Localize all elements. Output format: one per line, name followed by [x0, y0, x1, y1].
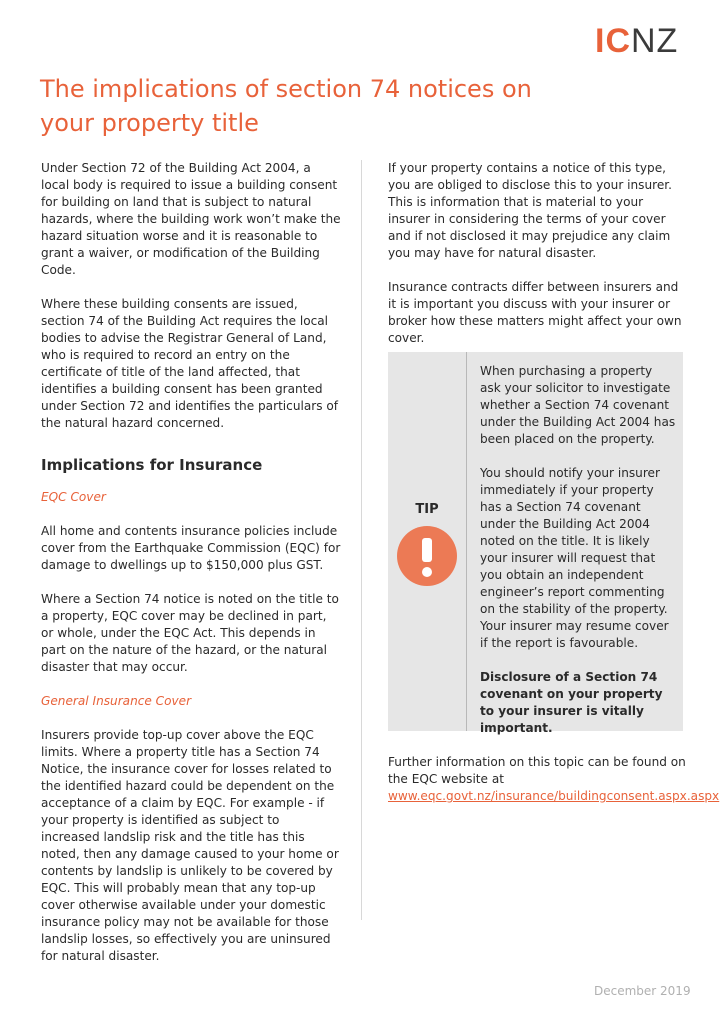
icnz-logo	[595, 24, 678, 58]
eqc-cover-heading: EQC Cover	[41, 490, 106, 504]
tip-text	[480, 363, 676, 754]
eqc-website-link[interactable]: www.eqc.govt.nz/insurance/buildingconsent.aspx.aspx	[388, 789, 720, 803]
exclamation-icon	[397, 526, 457, 586]
column-divider	[361, 160, 362, 920]
eqc-paragraph-1: All home and contents insurance policies include cover from the Earthquake Commission (EQC) for damage to dwellings up to $150,000 plus GST.	[41, 524, 341, 572]
tip-paragraph-2: You should notify your insurer immediately if your property has a Section 74 covenant under the Building Act 2004 noted on the title. It is likely your insurer will request that you obtain an independent engineer’s report commenting on the stability of the property. Your insurer may resume cover if the report is favourable.	[480, 466, 669, 650]
further-info-text: Further information on this topic can be found on the EQC website at	[388, 755, 686, 786]
logo-nz: NZ	[631, 22, 679, 60]
tip-paragraph-3: Disclosure of a Section 74 covenant on your property to your insurer is vitally important.	[480, 670, 663, 735]
section74-paragraph: Where these building consents are issued, section 74 of the Building Act requires the local bodies to advise the Registrar General of Land, who is required to record an entry on the certificate of title of the land affected, that identifies a building consent has been granted under Section 72 and identifies the particulars of the natural hazard concerned.	[41, 297, 339, 430]
tip-paragraph-1: When purchasing a property ask your solicitor to investigate whether a Section 74 covenant under the Building Act 2004 has been placed on the property.	[480, 364, 676, 446]
general-cover-paragraph: Insurers provide top-up cover above the EQC limits. Where a property title has a Section 74 Notice, the insurance cover for losses related to the identified hazard could be dependent on the acceptance of a claim by EQC. For example - if your property is identified as subject to increased landslip risk and the title has this noted, then any damage caused to your home or contents by landslip is unlikely to be covered by EQC. This will probably mean that any top-up cover otherwise available under your domestic insurance policy may not be available for those landslip losses, so effectively you are uninsured for natural disaster.	[41, 728, 339, 963]
insurance-heading: Implications for Insurance	[41, 456, 263, 474]
left-column	[41, 160, 341, 982]
page-title: The implications of section 74 notices on your property title	[40, 75, 532, 137]
further-info	[388, 754, 720, 805]
general-cover-heading: General Insurance Cover	[41, 694, 192, 708]
tip-label: TIP	[415, 502, 439, 517]
eqc-paragraph-2: Where a Section 74 notice is noted on the title to a property, EQC cover may be declined in part, or whole, under the EQC Act. This depends in part on the nature of the hazard, or the natural disaster that may occur.	[41, 592, 339, 674]
disclosure-paragraph: If your property contains a notice of this type, you are obliged to disclose this to your insurer. This is information that is material to your insurer in considering the terms of your cover and if not disclosed it may prejudice any claim you may have for natural disaster.	[388, 161, 672, 260]
footer-date: December 2019	[594, 984, 691, 998]
logo-ic: IC	[595, 22, 631, 60]
right-column	[388, 160, 688, 364]
tip-separator	[466, 352, 467, 731]
contracts-paragraph: Insurance contracts differ between insurers and it is important you discuss with your insurer or broker how these matters might affect your own cover.	[388, 280, 682, 345]
intro-paragraph: Under Section 72 of the Building Act 2004, a local body is required to issue a building consent for building on land that is subject to natural hazards, where the building work won’t make the hazard situation worse and it is reasonable to grant a waiver, or modification of the Building Code.	[41, 161, 341, 277]
tip-box	[388, 352, 683, 735]
